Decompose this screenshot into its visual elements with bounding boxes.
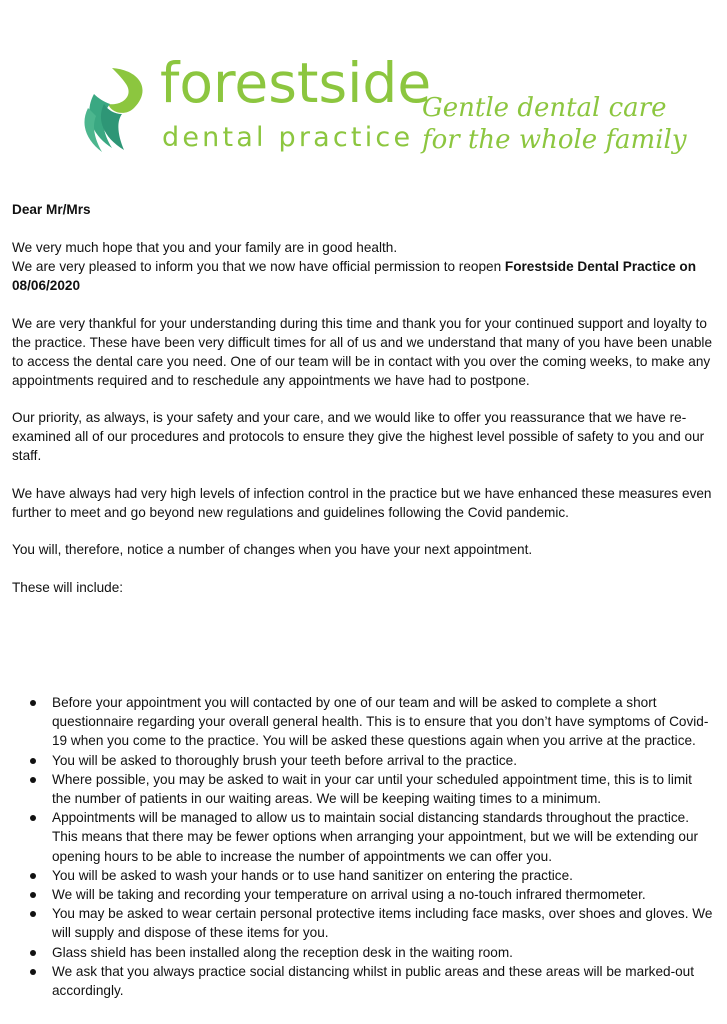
list-item (12, 962, 714, 1000)
bullet-icon (30, 700, 36, 706)
bullet-icon (30, 969, 36, 975)
letter-body (12, 200, 712, 597)
paragraph-6: These will include: (12, 579, 124, 595)
list-item-text: Appointments will be managed to allow us to maintain social distancing standards throughout the practice. This means that there may be fewer options when arranging your appointment, but we will be extending our opening hours to be able to increase the number of appointments we can offer you. (52, 810, 699, 864)
list-item-text: We ask that you always practice social distancing whilst in public areas and these areas will be marked-out accordingly. (52, 963, 694, 999)
list-item-text: Where possible, you may be asked to wait in your car until your scheduled appointment time, this is to limit the number of patients in our waiting areas. We will be keeping waiting times to a minimum. (52, 771, 692, 807)
bullet-icon (30, 911, 36, 917)
bullet-icon (30, 758, 36, 764)
letterhead (82, 51, 687, 172)
list-item (12, 808, 714, 866)
reopen-text: We are very pleased to inform you that we now have official permission to reopen (12, 259, 505, 274)
bullet-icon (30, 777, 36, 783)
list-item-text: You will be asked to wash your hands or to use hand sanitizer on entering the practice. (52, 867, 573, 883)
paragraph-2: We are very thankful for your understanding during this time and thank you for your continued support and loyalty to the practice. These have been very difficult times for all of us and we understand that many of you have been unable to access the dental care you need. One of our team will be in contact with you over the coming weeks, to make any appointments required and to reschedule any appointments we have had to postpone. (12, 315, 713, 388)
list-item-text: We will be taking and recording your temperature on arrival using a no-touch infrared thermometer. (52, 887, 646, 903)
list-item-text: Before your appointment you will contacted by one of our team and will be asked to complete a short questionnaire regarding your overall general health. This is to ensure that you don’t have symptoms of Covid-19 when you come to the practice. You will be asked these questions again when you arrive at the practice. (52, 695, 709, 749)
list-item (12, 943, 714, 962)
salutation: Dear Mr/Mrs (12, 202, 91, 217)
brand-subtitle: dental practice (162, 122, 414, 153)
list-item (12, 866, 714, 885)
bullet-icon (30, 950, 36, 956)
reopen-date-highlight: Forestside Dental Practice on 08/06/2020 (12, 259, 697, 293)
paragraph-1-line-1: We very much hope that you and your family are in good health. (12, 240, 398, 255)
list-item (12, 770, 714, 808)
tagline-line-2: for the whole family (422, 125, 687, 155)
list-item-text: You will be asked to thoroughly brush your teeth before arrival to the practice. (52, 752, 517, 768)
paragraph-5: You will, therefore, notice a number of changes when you have your next appointment. (12, 542, 533, 557)
list-item (12, 885, 714, 904)
tagline (422, 92, 687, 156)
bullet-icon (30, 815, 36, 821)
list-item-text: Glass shield has been installed along the reception desk in the waiting room. (52, 944, 513, 960)
paragraph-4: We have always had very high levels of infection control in the practice but we have enhanced these measures even further to meet and go beyond new regulations and guidelines following the Covid pandemic. (12, 485, 712, 520)
brand-name: forestside (160, 51, 432, 115)
list-item (12, 693, 714, 751)
list-item-text: You may be asked to wear certain personal protective items including face masks, over shoes and gloves. We will supply and dispose of these items for you. (52, 906, 713, 941)
paragraph-3: Our priority, as always, is your safety and your care, and we would like to offer you reassurance that we have re-examined all of our procedures and protocols to ensure they give the highest level possible of safety to you and our staff. (12, 410, 705, 463)
bullet-icon (30, 892, 36, 898)
tagline-line-1: Gentle dental care (422, 93, 667, 123)
bullet-icon (30, 873, 36, 879)
paragraph-1-line-2 (12, 257, 712, 295)
swoosh-logo-icon (82, 64, 160, 152)
changes-list (12, 693, 714, 1000)
list-item (12, 904, 714, 942)
list-item (12, 751, 714, 770)
